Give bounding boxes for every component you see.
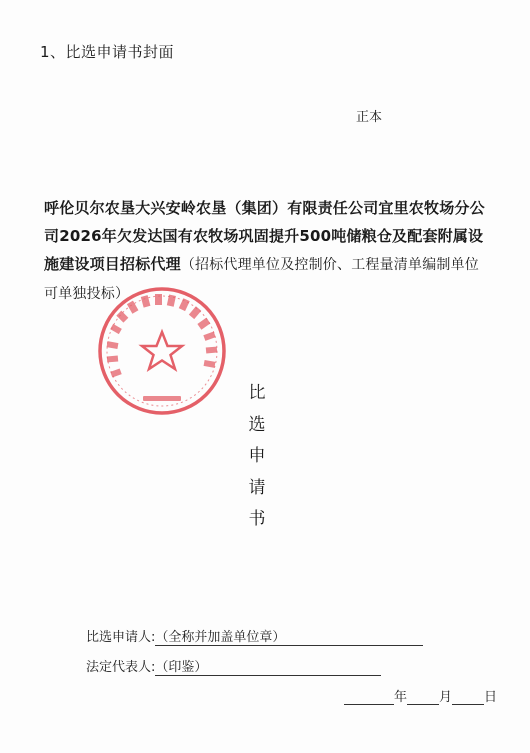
section-heading: 1、比选申请书封面	[40, 43, 175, 61]
month-label: 月	[439, 690, 453, 705]
project-note: （招标代理单位及控制价、工程量清单编制单位可单独投标）	[44, 257, 480, 302]
day-field[interactable]	[452, 691, 484, 705]
document-title-char: 比	[248, 383, 266, 403]
document-title-char: 书	[248, 509, 266, 529]
document-title-char: 选	[248, 414, 266, 435]
project-title: 呼伦贝尔农垦大兴安岭农垦（集团）有限责任公司宜里农牧场分公司2026年欠发达国有农牧场巩固提升500吨储粮仓及配套附属设施建设项目招标代理	[44, 199, 485, 273]
year-label: 年	[394, 690, 408, 705]
legal-rep-label: 法定代表人:	[86, 660, 156, 675]
red-seal-icon	[95, 284, 229, 418]
document-title-char: 请	[248, 477, 266, 498]
legal-rep-field[interactable]: （印鉴）	[155, 661, 381, 676]
day-label: 日	[484, 690, 498, 705]
original-copy-mark: 正本	[356, 110, 383, 125]
document-title-vertical	[246, 378, 268, 536]
legal-rep-row	[86, 656, 381, 676]
month-field[interactable]	[407, 691, 439, 705]
applicant-field[interactable]: （全称并加盖单位章）	[155, 631, 423, 646]
applicant-label: 比选申请人:	[86, 630, 156, 645]
year-field[interactable]	[344, 691, 394, 705]
applicant-row	[86, 626, 423, 646]
date-row	[344, 686, 497, 705]
document-title-char: 申	[248, 446, 266, 466]
